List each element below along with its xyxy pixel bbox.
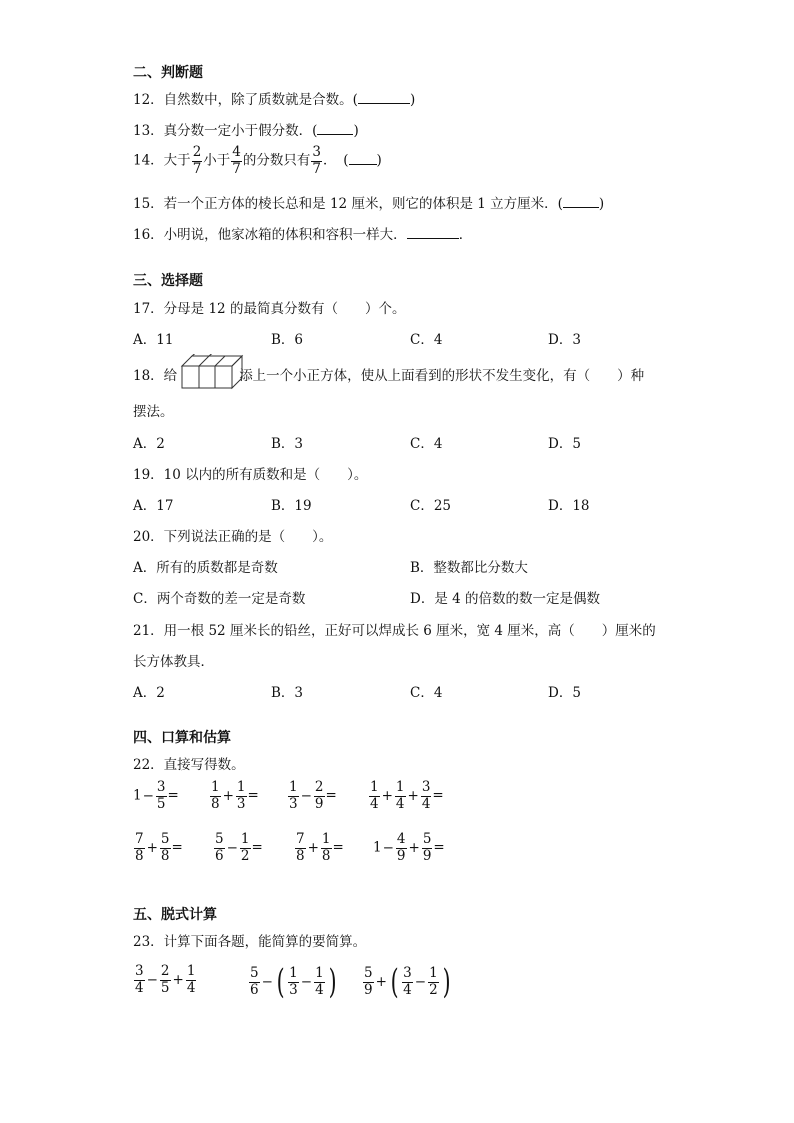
operator: + — [375, 973, 387, 990]
fraction — [160, 833, 171, 863]
text-span: 1 — [373, 839, 382, 856]
fraction — [363, 967, 374, 997]
option-a[interactable]: A．17 — [133, 498, 174, 514]
operator: + — [222, 787, 234, 804]
option-d[interactable]: D．5 — [548, 436, 581, 452]
fraction — [134, 833, 145, 863]
question-19: 19．10 以内的所有质数和是（ ）。 — [133, 467, 368, 483]
denominator: 8 — [135, 847, 144, 864]
operator: − — [261, 973, 273, 990]
fraction — [422, 833, 433, 863]
fraction — [240, 833, 251, 863]
numerator: 5 — [250, 965, 259, 981]
text-span: ) — [409, 92, 416, 108]
text-span: = — [171, 839, 183, 856]
denominator: 7 — [312, 160, 321, 177]
fraction — [210, 781, 221, 811]
option-d[interactable]: D．是 4 的倍数的数一定是偶数 — [410, 591, 600, 607]
option-b[interactable]: B．19 — [271, 498, 312, 514]
denominator: 3 — [236, 795, 246, 812]
numerator: 1 — [395, 779, 405, 795]
denominator: 6 — [215, 847, 224, 864]
operator: − — [226, 839, 238, 856]
fraction — [214, 833, 225, 863]
operator: − — [414, 973, 427, 990]
option-a[interactable]: A．11 — [133, 332, 174, 348]
question-22: 22．直接写得数。 — [133, 757, 245, 773]
fraction — [311, 146, 322, 176]
expression — [248, 962, 339, 1002]
numerator: 1 — [211, 779, 220, 795]
parenthesis: ( — [390, 962, 399, 1002]
operator: + — [381, 787, 393, 804]
question-14 — [133, 146, 382, 176]
fraction — [134, 965, 145, 995]
fraction — [192, 146, 203, 176]
option-a[interactable]: A．所有的质数都是奇数 — [133, 560, 278, 576]
denominator: 9 — [422, 847, 432, 864]
numerator: 1 — [429, 965, 438, 981]
numerator: 3 — [135, 963, 144, 979]
expression — [362, 962, 453, 1002]
text-span: ) — [376, 152, 382, 169]
option-b[interactable]: B．整数都比分数大 — [410, 560, 528, 576]
denominator: 8 — [211, 795, 220, 812]
question-20: 20．下列说法正确的是（ ）。 — [133, 529, 333, 545]
parenthesis: ( — [276, 962, 285, 1002]
text-span: = — [251, 839, 263, 856]
numerator: 1 — [240, 831, 250, 847]
option-c[interactable]: C．4 — [410, 436, 443, 452]
operator: + — [407, 787, 419, 804]
question-21: 21．用一根 52 厘米长的铅丝，正好可以焊成长 6 厘米，宽 4 厘米，高（ ）厘米的 — [133, 623, 656, 639]
operator: + — [307, 839, 319, 856]
fraction — [402, 967, 413, 997]
fraction — [236, 781, 247, 811]
fraction — [314, 967, 325, 997]
numerator: 7 — [135, 831, 144, 847]
text-span: ． ( — [322, 152, 349, 169]
denominator: 9 — [364, 981, 373, 998]
denominator: 5 — [156, 795, 166, 812]
expression — [209, 781, 259, 811]
section-title-mental-math: 四、口算和估算 — [133, 730, 231, 746]
fraction — [295, 833, 306, 863]
option-b[interactable]: B．3 — [271, 685, 304, 701]
text-span: = — [432, 787, 444, 804]
numerator: 3 — [312, 144, 321, 160]
fraction — [314, 781, 325, 811]
denominator: 4 — [403, 981, 412, 998]
text-span: ) — [353, 123, 359, 139]
text-span: 13．真分数一定小于假分数．( — [133, 123, 318, 139]
fraction — [421, 781, 432, 811]
operator: + — [172, 971, 184, 988]
numerator: 2 — [314, 779, 324, 795]
operator: − — [382, 839, 394, 856]
denominator: 8 — [160, 847, 170, 864]
denominator: 2 — [429, 981, 438, 998]
cubes-figure — [180, 354, 244, 390]
operator: − — [146, 971, 158, 988]
denominator: 5 — [160, 979, 170, 996]
text-span: = — [247, 787, 259, 804]
option-d[interactable]: D．5 — [548, 685, 581, 701]
numerator: 1 — [315, 965, 324, 981]
fraction — [288, 781, 299, 811]
numerator: 1 — [236, 779, 246, 795]
denominator: 4 — [135, 979, 144, 996]
option-a[interactable]: A．2 — [133, 685, 165, 701]
operator: + — [146, 839, 158, 856]
numerator: 5 — [422, 831, 432, 847]
question-16 — [133, 223, 472, 243]
denominator: 4 — [395, 795, 405, 812]
option-c[interactable]: C．4 — [410, 685, 443, 701]
denominator: 8 — [296, 847, 305, 864]
fraction — [186, 965, 197, 995]
numerator: 1 — [289, 779, 298, 795]
expression — [294, 833, 344, 863]
numerator: 7 — [296, 831, 305, 847]
question-13 — [133, 119, 359, 139]
text-span: = — [332, 839, 344, 856]
fraction — [160, 965, 171, 995]
option-c[interactable]: C．25 — [410, 498, 452, 514]
numerator: 5 — [160, 831, 170, 847]
text-span: = — [167, 787, 179, 804]
numerator: 2 — [160, 963, 170, 979]
expression — [287, 781, 337, 811]
numerator: 4 — [232, 144, 241, 160]
expression — [133, 781, 179, 811]
question-15 — [133, 192, 604, 212]
numerator: 1 — [289, 965, 298, 981]
text-span: ) — [598, 196, 605, 212]
expression — [213, 833, 263, 863]
fraction — [369, 781, 380, 811]
option-d[interactable]: D．18 — [548, 498, 590, 514]
numerator: 3 — [403, 965, 412, 981]
text-span: 小于 — [203, 152, 231, 169]
operator: + — [408, 839, 420, 856]
numerator: 1 — [370, 779, 379, 795]
section-title-calculation: 五、脱式计算 — [133, 907, 217, 923]
denominator: 3 — [289, 981, 298, 998]
answer-blank[interactable] — [563, 195, 599, 208]
text-span: 18．给 — [133, 368, 178, 384]
denominator: 4 — [421, 795, 431, 812]
expression — [133, 833, 183, 863]
text-span: = — [433, 839, 445, 856]
denominator: 7 — [192, 160, 202, 177]
numerator: 2 — [192, 144, 202, 160]
denominator: 8 — [321, 847, 331, 864]
text-span: 15．若一个正方体的棱长总和是 12 厘米，则它的体积是 1 立方厘米．( — [133, 196, 563, 212]
numerator: 3 — [156, 779, 166, 795]
option-c[interactable]: C．4 — [410, 332, 443, 348]
denominator: 2 — [240, 847, 250, 864]
numerator: 1 — [186, 963, 196, 979]
text-span: 1 — [133, 787, 142, 804]
option-b[interactable]: B．6 — [271, 332, 304, 348]
text-span: = — [325, 787, 337, 804]
fraction — [231, 146, 242, 176]
option-d[interactable]: D．3 — [548, 332, 581, 348]
denominator: 4 — [370, 795, 379, 812]
denominator: 7 — [232, 160, 241, 177]
denominator: 4 — [186, 979, 196, 996]
question-12 — [133, 88, 415, 108]
parenthesis: ) — [442, 962, 451, 1002]
section-title-judgement: 二、判断题 — [133, 65, 203, 81]
text-span: ． — [458, 227, 473, 243]
numerator: 4 — [396, 831, 406, 847]
question-23: 23．计算下面各题，能简算的要简算。 — [133, 934, 367, 950]
fraction — [288, 967, 299, 997]
fraction — [396, 833, 407, 863]
text-span: 16．小明说，他家冰箱的体积和容积一样大． — [133, 227, 407, 243]
numerator: 5 — [364, 965, 373, 981]
denominator: 6 — [250, 981, 259, 998]
numerator: 3 — [421, 779, 431, 795]
answer-blank[interactable] — [358, 91, 410, 104]
numerator: 5 — [215, 831, 224, 847]
denominator: 9 — [314, 795, 324, 812]
parenthesis: ) — [328, 962, 337, 1002]
answer-blank[interactable] — [317, 122, 353, 135]
fraction — [156, 781, 167, 811]
option-b[interactable]: B．3 — [271, 436, 304, 452]
operator: − — [300, 973, 313, 990]
text-span: 12．自然数中，除了质数就是合数。( — [133, 92, 358, 108]
operator: − — [142, 787, 154, 804]
answer-blank[interactable] — [407, 226, 459, 239]
question-18-line2: 摆法。 — [133, 404, 174, 420]
numerator: 1 — [321, 831, 331, 847]
expression — [133, 965, 197, 995]
fraction — [395, 781, 406, 811]
expression — [368, 781, 444, 811]
answer-blank[interactable] — [349, 152, 377, 165]
question-17: 17．分母是 12 的最简真分数有（ ）个。 — [133, 301, 406, 317]
option-a[interactable]: A．2 — [133, 436, 165, 452]
text-span: 14．大于 — [133, 152, 191, 169]
fraction — [249, 967, 260, 997]
denominator: 4 — [315, 981, 324, 998]
denominator: 9 — [396, 847, 406, 864]
fraction — [321, 833, 332, 863]
denominator: 3 — [289, 795, 298, 812]
option-c[interactable]: C．两个奇数的差一定是奇数 — [133, 591, 306, 607]
section-title-choice: 三、选择题 — [133, 273, 203, 289]
expression — [373, 833, 445, 863]
operator: − — [300, 787, 312, 804]
fraction — [428, 967, 439, 997]
text-span: 的分数只有 — [242, 152, 311, 169]
question-21-line2: 长方体教具． — [133, 654, 214, 670]
text-span: 添上一个小正方体，使从上面看到的形状不发生变化，有（ ）种 — [239, 368, 645, 384]
